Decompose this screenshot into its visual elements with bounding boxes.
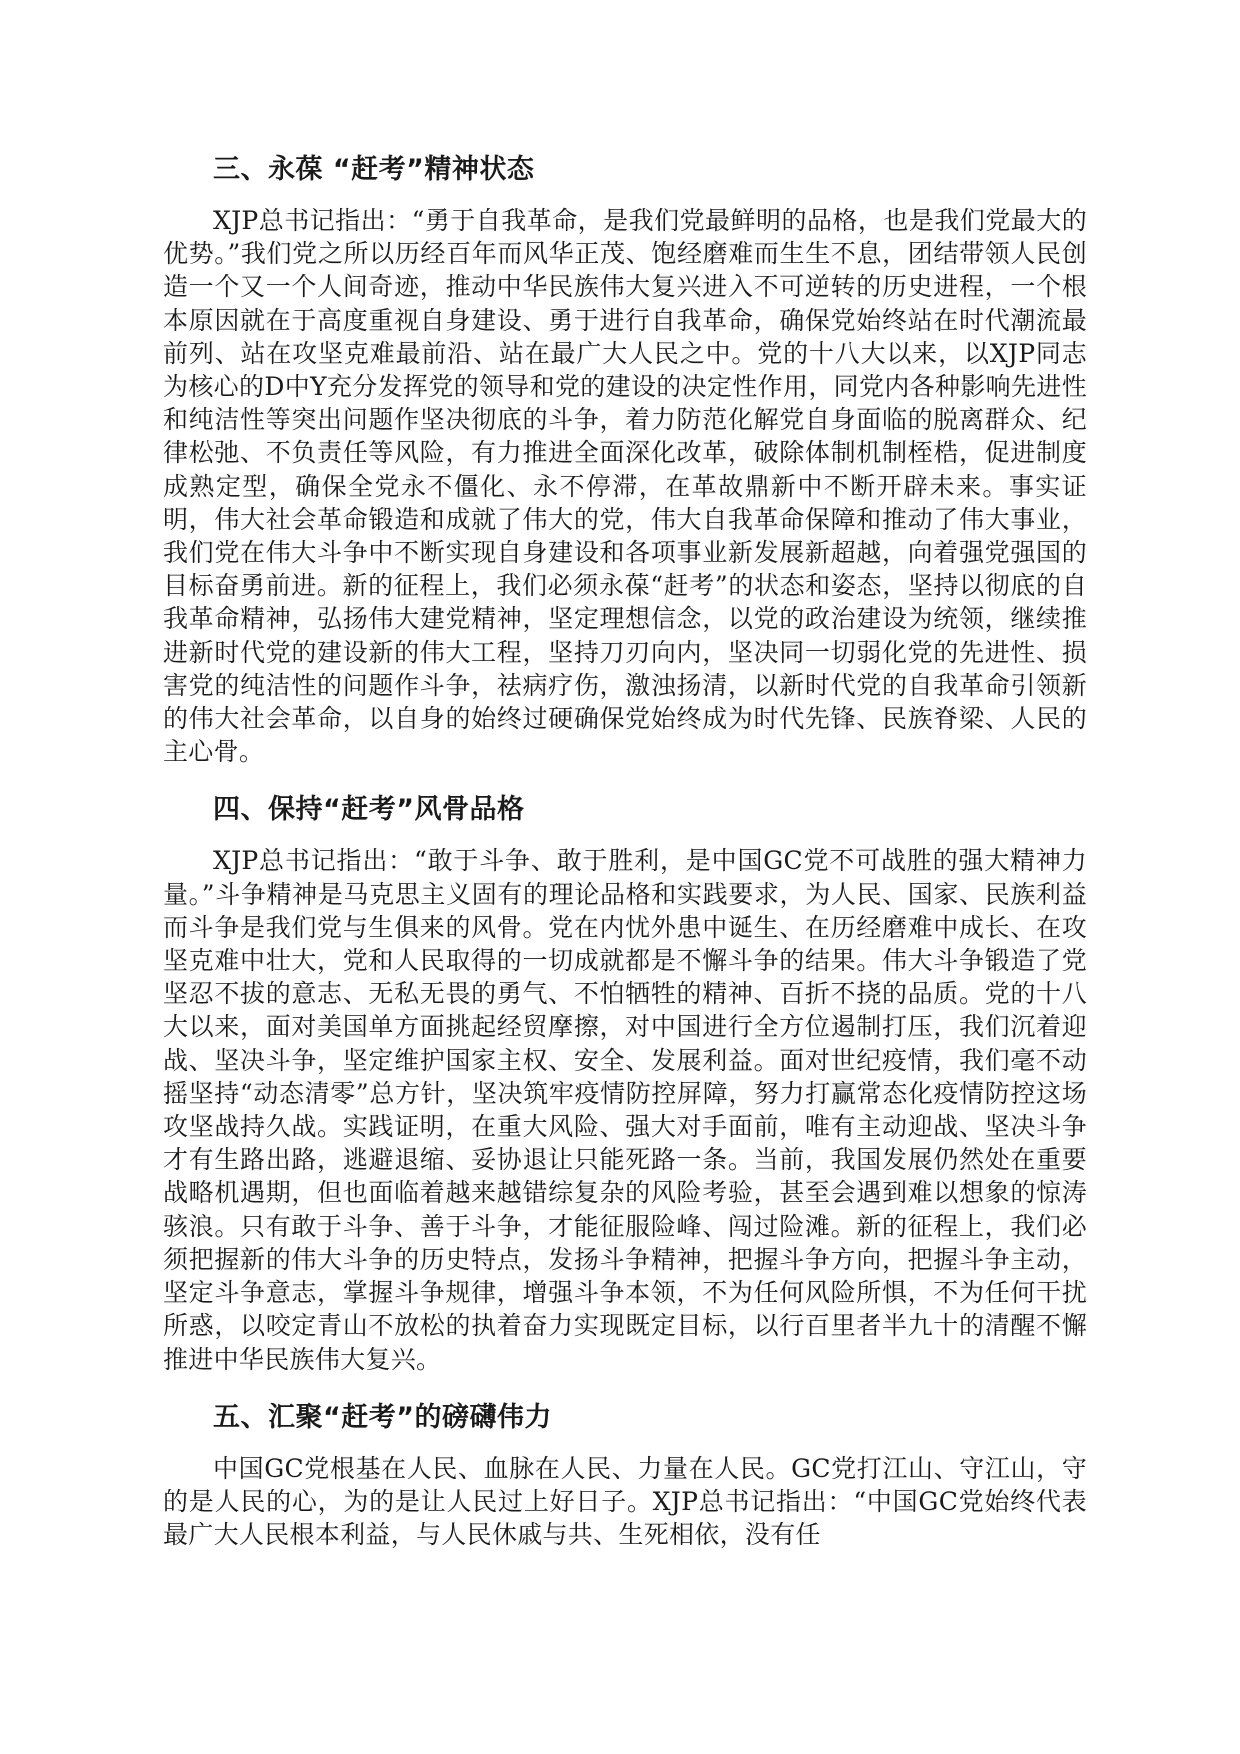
document-page <box>163 150 1087 1573</box>
section-4 <box>163 790 1087 1375</box>
section-paragraph: 中国GC党根基在人民、血脉在人民、力量在人民。GC党打江山、守江山，守的是人民的心，为的是让人民过上好日子。XJP总书记指出：“中国GC党始终代表最广大人民根本利益，与人民休戚与共、生死相依，没有任 <box>163 1453 1087 1550</box>
section-paragraph: XJP总书记指出：“敢于斗争、敢于胜利，是中国GC党不可战胜的强大精神力量。”斗争精神是马克思主义固有的理论品格和实践要求，为人民、国家、民族利益而斗争是我们党与生俱来的风骨。党在内忧外患中诞生、在历经磨难中成长、在攻坚克难中壮大，党和人民取得的一切成就都是不懈斗争的结果。伟大斗争锻造了党坚忍不拔的意志、无私无畏的勇气、不怕牺牲的精神、百折不挠的品质。党的十八大以来，面对美国单方面挑起经贸摩擦，对中国进行全方位遏制打压，我们沉着迎战、坚决斗争，坚定维护国家主权、安全、发展利益。面对世纪疫情，我们毫不动摇坚持“动态清零”总方针，坚决筑牢疫情防控屏障，努力打赢常态化疫情防控这场攻坚战持久战。实践证明，在重大风险、强大对手面前，唯有主动迎战、坚决斗争才有生路出路，逃避退缩、妥协退让只能死路一条。当前，我国发展仍然处在重要战略机遇期，但也面临着越来越错综复杂的风险考验，甚至会遇到难以想象的惊涛骇浪。只有敢于斗争、善于斗争，才能征服险峰、闯过险滩。新的征程上，我们必须把握新的伟大斗争的历史特点，发扬斗争精神，把握斗争方向，把握斗争主动，坚定斗争意志，掌握斗争规律，增强斗争本领，不为任何风险所惧，不为任何干扰所惑，以咬定青山不放松的执着奋力实现既定目标，以行百里者半九十的清醒不懈推进中华民族伟大复兴。 <box>163 846 1087 1374</box>
section-heading: 五、汇聚“赶考”的磅礴伟力 <box>213 1401 552 1433</box>
section-5 <box>163 1398 1087 1552</box>
section-heading: 三、永葆 “赶考”精神状态 <box>213 154 535 185</box>
section-3 <box>163 150 1087 768</box>
section-heading: 四、保持“赶考”风骨品格 <box>213 794 525 826</box>
section-paragraph: XJP总书记指出：“勇于自我革命，是我们党最鲜明的品格，也是我们党最大的优势。”我们党之所以历经百年而风华正茂、饱经磨难而生生不息，团结带领人民创造一个又一个人间奇迹，推动中华民族伟大复兴进入不可逆转的历史进程，一个根本原因就在于高度重视自身建设、勇于进行自我革命，确保党始终站在时代潮流最前列、站在攻坚克难最前沿、站在最广大人民之中。党的十八大以来，以XJP同志为核心的D中Y充分发挥党的领导和党的建设的决定性作用，同党内各种影响先进性和纯洁性等突出问题作坚决彻底的斗争，着力防范化解党自身面临的脱离群众、纪律松弛、不负责任等风险，有力推进全面深化改革，破除体制机制桎梏，促进制度成熟定型，确保全党永不僵化、永不停滞，在革故鼎新中不断开辟未来。事实证明，伟大社会革命锻造和成就了伟大的党，伟大自我革命保障和推动了伟大事业，我们党在伟大斗争中不断实现自身建设和各项事业新发展新超越，向着强党强国的目标奋勇前进。新的征程上，我们必须永葆“赶考”的状态和姿态，坚持以彻底的自我革命精神，弘扬伟大建党精神，坚定理想信念，以党的政治建设为统领，继续推进新时代党的建设新的伟大工程，坚持刀刃向内，坚决同一切弱化党的先进性、损害党的纯洁性的问题作斗争，祛病疗伤，激浊扬清，以新时代党的自我革命引领新的伟大社会革命，以自身的始终过硬确保党始终成为时代先锋、民族脊梁、人民的主心骨。 <box>163 206 1087 767</box>
